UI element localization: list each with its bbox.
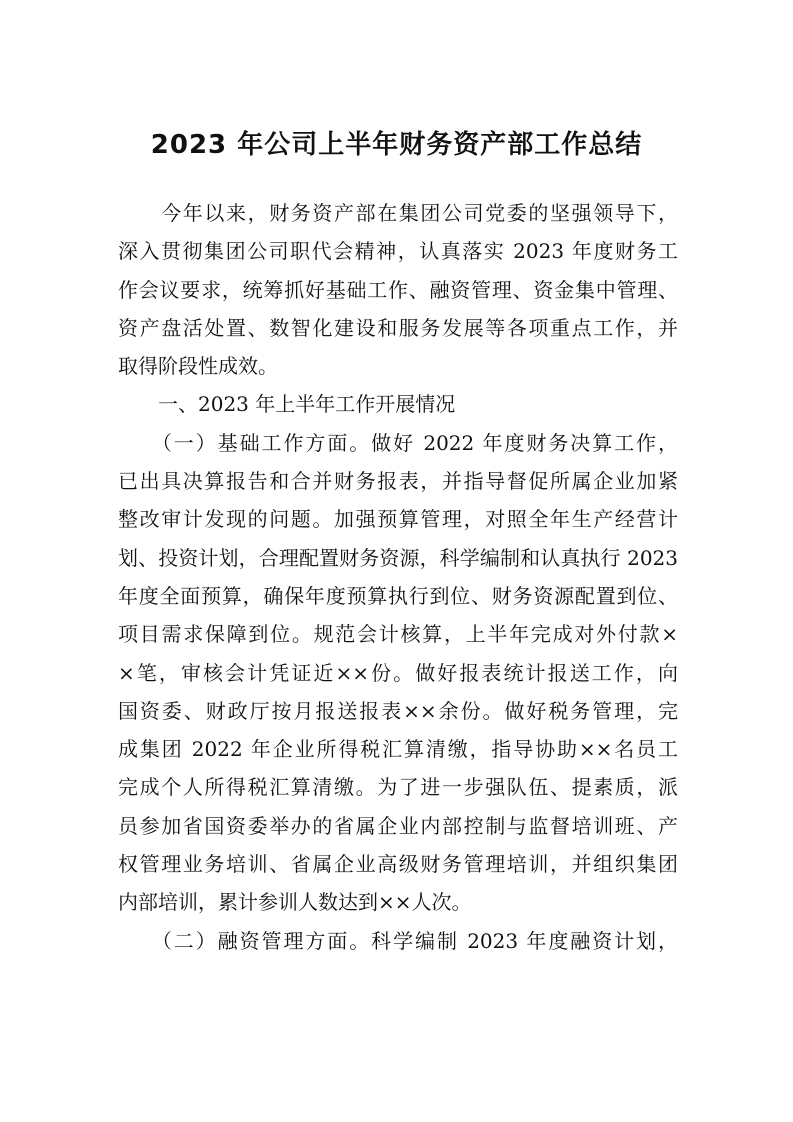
text-line: 完成个人所得税汇算清缴。为了进一步强队伍、提素质，派 bbox=[118, 775, 678, 800]
text-line: 作会议要求，统筹抓好基础工作、融资管理、资金集中管理、 bbox=[118, 277, 678, 302]
text-line: 整改审计发现的问题。加强预算管理，对照全年生产经营计 bbox=[118, 507, 678, 532]
text-line: （二）融资管理方面。科学编制 2023 年度融资计划， bbox=[118, 928, 678, 953]
text-line: 成集团 2022 年企业所得税汇算清缴，指导协助××名员工 bbox=[118, 737, 678, 762]
text-line: 已出具决算报告和合并财务报表，并指导督促所属企业加紧 bbox=[118, 469, 678, 494]
text-line: 资产盘活处置、数智化建设和服务发展等各项重点工作，并 bbox=[118, 315, 678, 340]
text-line: 国资委、财政厅按月报送报表××余份。做好税务管理，完 bbox=[118, 698, 678, 723]
document-title: 2023 年公司上半年财务资产部工作总结 bbox=[150, 130, 643, 160]
text-line: （一）基础工作方面。做好 2022 年度财务决算工作， bbox=[118, 430, 678, 455]
text-line: ×笔，审核会计凭证近××份。做好报表统计报送工作，向 bbox=[118, 660, 678, 685]
text-line: 年度全面预算，确保年度预算执行到位、财务资源配置到位、 bbox=[118, 583, 678, 608]
text-line: 取得阶段性成效。 bbox=[118, 354, 278, 379]
document-body bbox=[118, 194, 678, 960]
text-line: 内部培训，累计参训人数达到××人次。 bbox=[118, 890, 472, 915]
text-line: 划、投资计划，合理配置财务资源，科学编制和认真执行 2023 bbox=[118, 545, 678, 570]
text-line: 员参加省国资委举办的省属企业内部控制与监督培训班、产 bbox=[118, 813, 678, 838]
text-line: 项目需求保障到位。规范会计核算，上半年完成对外付款× bbox=[118, 622, 678, 647]
text-line: 今年以来，财务资产部在集团公司党委的坚强领导下， bbox=[118, 201, 678, 225]
text-line: 深入贯彻集团公司职代会精神，认真落实 2023 年度财务工 bbox=[118, 239, 678, 264]
text-line: 权管理业务培训、省属企业高级财务管理培训，并组织集团 bbox=[118, 852, 678, 877]
text-line: 一、2023 年上半年工作开展情况 bbox=[118, 392, 456, 417]
